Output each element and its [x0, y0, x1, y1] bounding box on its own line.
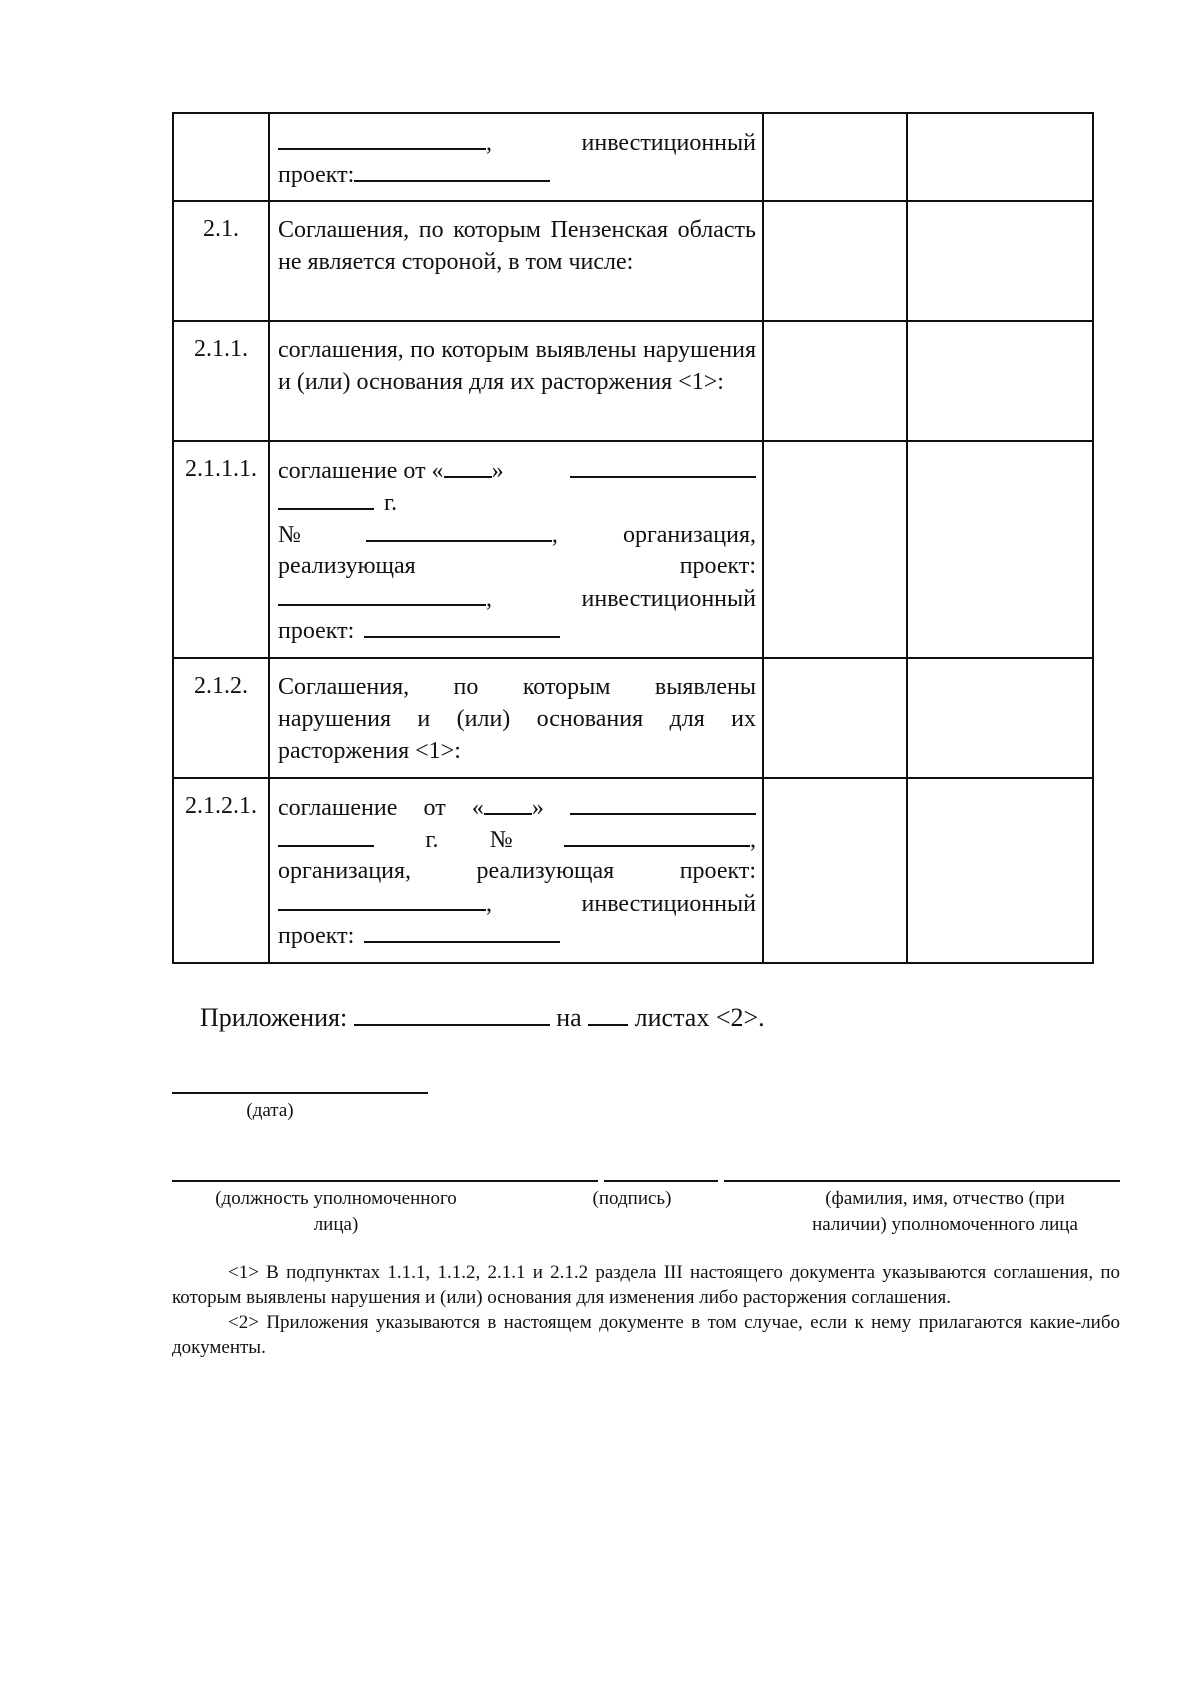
- footnotes: [172, 1260, 1120, 1360]
- row-description: соглашение от « » г. № , организация, реализующая проект: , инвестиционный проект:: [269, 778, 763, 963]
- empty-cell: [907, 113, 1093, 201]
- empty-cell: [907, 201, 1093, 321]
- footnote-1: <1> В подпунктах 1.1.1, 1.1.2, 2.1.1 и 2.1.2 раздела III настоящего документа указываются соглашения, по которым выявлены нарушения и (или) основания для изменения либо расторжения соглашения.: [172, 1262, 1120, 1308]
- name-line[interactable]: [724, 1180, 1120, 1182]
- row-number: 2.1.: [173, 201, 269, 321]
- signature-label: (подпись): [592, 1188, 672, 1209]
- row-number: 2.1.1.: [173, 321, 269, 441]
- row-number: 2.1.2.: [173, 658, 269, 778]
- sheets-count-blank[interactable]: [588, 1000, 628, 1026]
- table-row: [173, 658, 1093, 778]
- empty-cell: [907, 321, 1093, 441]
- blank-field[interactable]: [278, 126, 486, 150]
- footnote-2: <2> Приложения указываются в настоящем документе в том случае, если к нему прилагаются какие-либо документы.: [172, 1312, 1120, 1358]
- date-line[interactable]: [172, 1092, 428, 1094]
- row-description: Соглашения, по которым Пензенская область не является стороной, в том числе:: [269, 201, 763, 321]
- table-row: [173, 113, 1093, 201]
- blank-field[interactable]: [564, 823, 750, 847]
- blank-field[interactable]: [364, 919, 560, 943]
- row-description: Соглашения, по которым выявлены нарушения и (или) основания для их расторжения <1>:: [269, 658, 763, 778]
- blank-field[interactable]: [354, 158, 550, 182]
- row-description: соглашения, по которым выявлены нарушения и (или) основания для их расторжения <1>:: [269, 321, 763, 441]
- row-description: , инвестиционный проект:: [269, 113, 763, 201]
- position-line[interactable]: [172, 1180, 598, 1182]
- signature-line[interactable]: [604, 1180, 718, 1182]
- row-number: [173, 113, 269, 201]
- row-number: 2.1.1.1.: [173, 441, 269, 658]
- blank-field[interactable]: [570, 791, 756, 815]
- row-number: 2.1.2.1.: [173, 778, 269, 963]
- blank-field[interactable]: [278, 887, 486, 911]
- empty-cell: [763, 441, 907, 658]
- table-row: [173, 201, 1093, 321]
- appendix-line: Приложения: на листах <2>.: [200, 1000, 765, 1033]
- empty-cell: [763, 321, 907, 441]
- empty-cell: [907, 441, 1093, 658]
- agreements-table: [172, 112, 1094, 964]
- blank-field[interactable]: [278, 582, 486, 606]
- blank-field[interactable]: [278, 486, 374, 510]
- table-row: [173, 778, 1093, 963]
- appendix-blank[interactable]: [354, 1000, 550, 1026]
- blank-field[interactable]: [444, 454, 492, 478]
- blank-field[interactable]: [570, 454, 756, 478]
- empty-cell: [907, 658, 1093, 778]
- blank-field[interactable]: [364, 614, 560, 638]
- empty-cell: [763, 658, 907, 778]
- name-label: (фамилия, имя, отчество (при наличии) уполномоченного лица: [812, 1188, 1078, 1235]
- row-description: соглашение от « » г. № , организация, реализующая проект: , инвестиционный проект:: [269, 441, 763, 658]
- table-row: [173, 441, 1093, 658]
- date-label: (дата): [246, 1100, 294, 1121]
- empty-cell: [907, 778, 1093, 963]
- empty-cell: [763, 201, 907, 321]
- blank-field[interactable]: [366, 518, 552, 542]
- empty-cell: [763, 778, 907, 963]
- position-label: (должность уполномоченного лица): [215, 1188, 457, 1235]
- blank-field[interactable]: [278, 823, 374, 847]
- table-row: [173, 321, 1093, 441]
- blank-field[interactable]: [484, 791, 532, 815]
- empty-cell: [763, 113, 907, 201]
